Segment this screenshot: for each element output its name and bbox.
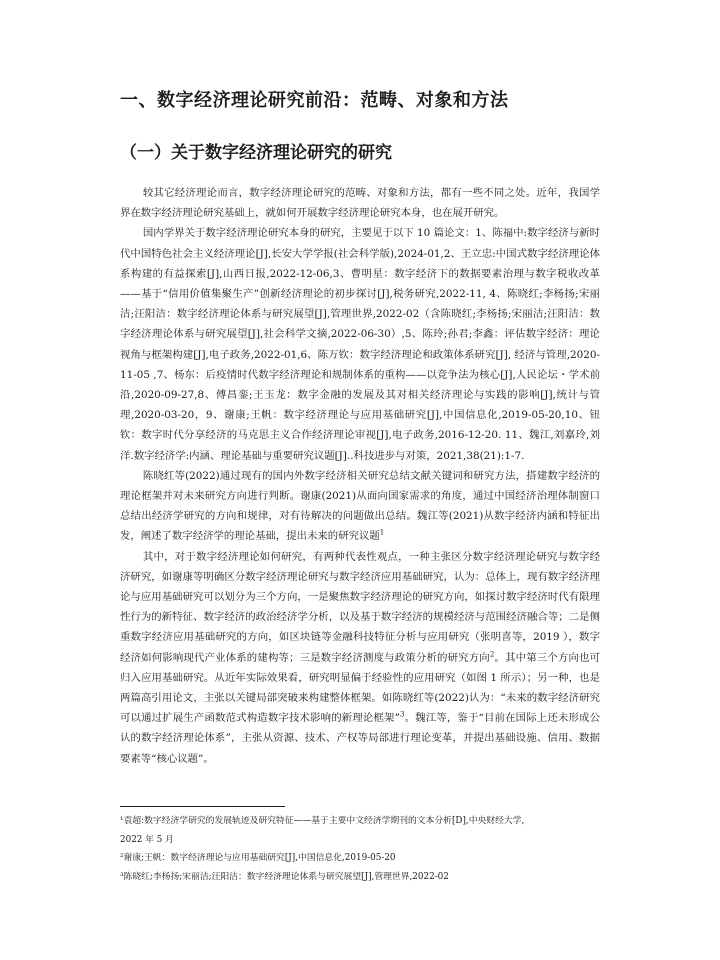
footnote-1-continued: 2022 年 5 月 bbox=[120, 834, 174, 845]
footnotes bbox=[120, 812, 600, 886]
section-heading: 一、数字经济理论研究前沿：范畴、对象和方法 bbox=[120, 90, 509, 111]
footnote-marker: 3 bbox=[399, 710, 405, 719]
literature-summary-paragraph bbox=[120, 466, 600, 547]
reference-list-paragraph: 国内学界关于数字经济理论研究本身的研究，主要见于以下 10 篇论文：1、陈福中:数字经济与新时代中国特色社会主义经济理论[J],长安大学学报(社会科学版),2024-01,2、王立忠:中国式数字经济理论体系构建的有益探索[J],山西日报,2022-12-06,3、曹明星：数字经济下的数据要素治理与数字税收改革——基于“信用价值集聚生产”创新经济理论的初步探讨[J],税务研究,2022-11, 4、陈晓红;李杨扬;宋丽洁;汪阳洁：数字经济理论体系与研究展望[J],管理世界,2022-02（含陈晓红;李杨扬;宋丽洁;汪阳洁：数字经济理论体系与研究展望[J],社会科学文摘,2022-06-30）,5、陈玲;孙君;李鑫：评估数字经济：理论视角与框架构建[J],电子政务,2022-01,6、陈万钦：数字经济理论和政策体系研究[J], 经济与管理,2020-11-05 ,7、杨东：后疫情时代数字经济理论和规制体系的重构——以竞争法为核心[J],人民论坛・学术前沿,2020-09-27,8、傅昌銮;王玉龙：数字金融的发展及其对相关经济理论与实践的影响[J],统计与管理,2020-03-20，9、谢康;王帆：数字经济理论与应用基础研究[J],中国信息化,2019-05-20,10、钮钦：数字时代分享经济的马克思主义合作经济理论审视[J],电子政务,2016-12-20. 11、魏江,刘嘉玲,刘洋.数字经济学:内涵、理论基础与重要研究议题[J]..科技进步与对策，2021,38(21):1-7. bbox=[120, 227, 600, 462]
footnote-2: ²谢康;王帆：数字经济理论与应用基础研究[J],中国信息化,2019-05-20 bbox=[120, 853, 396, 864]
footnote-1: ¹袁超:数字经济学研究的发展轨迹及研究特征——基于主要中文经济学期刊的文本分析[D],中央财经大学, bbox=[120, 816, 525, 826]
footnote-marker: 1 bbox=[379, 528, 385, 537]
paragraph-text: 。魏江等，鉴于“目前在国际上还未形成公认的数字经济理论体系”，主张从资源、技术、产权等局部进行理论变革，并提出基础设施、信用、数据要素等“核心议题”。 bbox=[120, 712, 601, 765]
paragraph-text: 其中，对于数字经济理论如何研究，有两种代表性观点，一种主张区分数字经济理论研究与数字经济研究，如谢康等明确区分数字经济理论研究与数字经济应用基础研究，认为：总体上，现有数字经济理论与应用基础研究可以划分为三个方向，一是聚焦数字经济理论的研究方向，如探讨数字经济时代有限理性行为的新特征、数字经济的政治经济学分析，以及基于数字经济的规模经济与范围经济融合等；二是侧重数字经济应用基础研究的方向，如区块链等金融科技特征分析与应用研究（张明喜等，2019 ），数字经济如何影响现代产业体系的建构等；三是数字经济测度与政策分析的研究方向 bbox=[120, 550, 600, 664]
footnote-marker: 2 bbox=[489, 650, 495, 659]
footnote-separator bbox=[120, 806, 285, 807]
research-approach-paragraph bbox=[120, 547, 600, 769]
body-text bbox=[120, 183, 600, 769]
subsection-heading: （一）关于数字经济理论研究的研究 bbox=[120, 143, 392, 163]
paragraph-text: 陈晓红等(2022)通过现有的国内外数字经济相关研究总结文献关键词和研究方法，搭建数字经济的理论框架并对未来研究方向进行判断。谢康(2021)从面向国家需求的角度，通过中国经济治理体制窗口总结出经济学研究的方向和规律，对有待解决的问题做出总结。魏江等(2021)从数字经济内涵和特征出发，阐述了数字经济学的理论基础，提出未来的研究议题 bbox=[120, 469, 600, 543]
intro-paragraph: 较其它经济理论而言，数字经济理论研究的范畴、对象和方法，都有一些不同之处。近年，我国学界在数字经济理论研究基础上，就如何开展数字经济理论研究本身，也在展开研究。 bbox=[120, 187, 600, 220]
paragraph-text: 。其中第三个方向也可归入应用基础研究。从近年实际效果看，研究明显偏于经验性的应用研究（如图 1 所示）；另一种，也是两篇高引用论文，主张以关键局部突破来构建整体框架。如陈晓红等(2022)认为：“未来的数字经济研究可以通过扩展生产函数范式构造数字技术影响的新理论框架” bbox=[120, 651, 601, 725]
footnote-3: ³陈晓红;李杨扬;宋丽洁;汪阳洁：数字经济理论体系与研究展望[J],管理世界,2022-02 bbox=[120, 871, 449, 882]
